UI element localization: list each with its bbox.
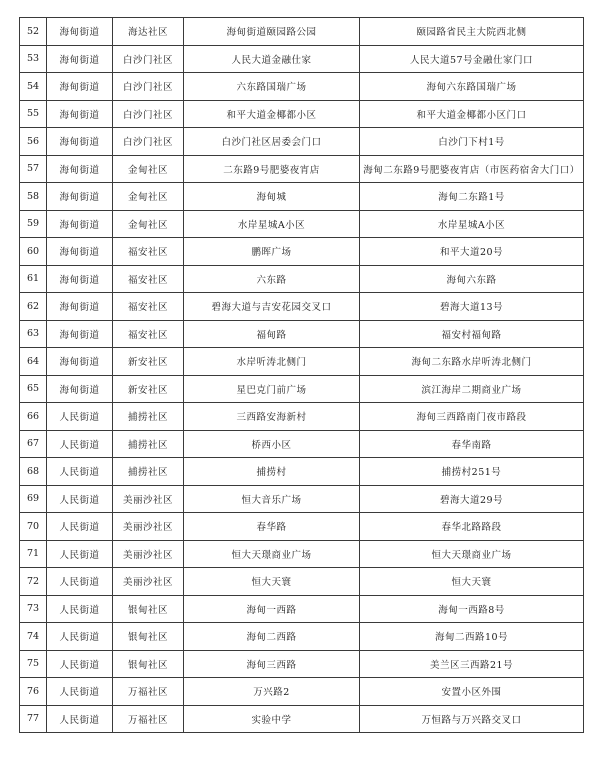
table-row (20, 678, 584, 706)
address-cell: 白沙门下村1号 (360, 128, 584, 156)
location-cell: 春华路 (184, 513, 360, 541)
street-cell: 海甸街道 (47, 348, 113, 376)
row-number-cell: 52 (20, 18, 47, 46)
table-row (20, 128, 584, 156)
address-cell: 安置小区外围 (360, 678, 584, 706)
row-number-cell: 75 (20, 650, 47, 678)
street-cell: 人民街道 (47, 513, 113, 541)
location-cell: 海甸城 (184, 183, 360, 211)
street-cell: 人民街道 (47, 595, 113, 623)
community-cell: 捕捞社区 (113, 430, 184, 458)
address-cell: 水岸星城A小区 (360, 210, 584, 238)
location-cell: 三西路安海新村 (184, 403, 360, 431)
community-cell: 捕捞社区 (113, 458, 184, 486)
address-cell: 海甸二东路1号 (360, 183, 584, 211)
location-cell: 海甸街道颐园路公园 (184, 18, 360, 46)
address-cell: 滨江海岸二期商业广场 (360, 375, 584, 403)
table-row (20, 210, 584, 238)
row-number-cell: 58 (20, 183, 47, 211)
community-cell: 捕捞社区 (113, 403, 184, 431)
location-cell: 海甸二西路 (184, 623, 360, 651)
community-cell: 福安社区 (113, 320, 184, 348)
address-cell: 海甸二东路水岸听涛北侧门 (360, 348, 584, 376)
address-cell: 海甸六东路 (360, 265, 584, 293)
table-row (20, 265, 584, 293)
location-cell: 水岸听涛北侧门 (184, 348, 360, 376)
address-cell: 海甸二西路10号 (360, 623, 584, 651)
street-cell: 人民街道 (47, 568, 113, 596)
row-number-cell: 74 (20, 623, 47, 651)
address-cell: 春华北路路段 (360, 513, 584, 541)
street-cell: 人民街道 (47, 458, 113, 486)
community-cell: 万福社区 (113, 705, 184, 733)
address-cell: 海甸二东路9号肥婆夜宵店（市医药宿舍大门口） (360, 155, 584, 183)
table-row (20, 650, 584, 678)
address-cell: 福安村福甸路 (360, 320, 584, 348)
street-cell: 海甸街道 (47, 238, 113, 266)
row-number-cell: 73 (20, 595, 47, 623)
row-number-cell: 61 (20, 265, 47, 293)
community-cell: 万福社区 (113, 678, 184, 706)
location-cell: 福甸路 (184, 320, 360, 348)
community-cell: 福安社区 (113, 293, 184, 321)
street-cell: 海甸街道 (47, 45, 113, 73)
community-cell: 白沙门社区 (113, 128, 184, 156)
community-cell: 银甸社区 (113, 595, 184, 623)
address-cell: 美兰区三西路21号 (360, 650, 584, 678)
community-cell: 美丽沙社区 (113, 540, 184, 568)
location-cell: 万兴路2 (184, 678, 360, 706)
street-cell: 海甸街道 (47, 293, 113, 321)
street-cell: 人民街道 (47, 540, 113, 568)
location-cell: 桥西小区 (184, 430, 360, 458)
street-cell: 海甸街道 (47, 320, 113, 348)
street-cell: 海甸街道 (47, 210, 113, 238)
table-row (20, 403, 584, 431)
street-cell: 人民街道 (47, 430, 113, 458)
location-cell: 水岸星城A小区 (184, 210, 360, 238)
community-cell: 海达社区 (113, 18, 184, 46)
community-cell: 美丽沙社区 (113, 485, 184, 513)
address-cell: 恒大天寰 (360, 568, 584, 596)
community-cell: 金甸社区 (113, 183, 184, 211)
street-cell: 海甸街道 (47, 375, 113, 403)
table-row (20, 623, 584, 651)
community-cell: 美丽沙社区 (113, 513, 184, 541)
community-cell: 福安社区 (113, 265, 184, 293)
location-cell: 恒大天寰 (184, 568, 360, 596)
row-number-cell: 57 (20, 155, 47, 183)
community-cell: 新安社区 (113, 348, 184, 376)
street-cell: 海甸街道 (47, 183, 113, 211)
row-number-cell: 66 (20, 403, 47, 431)
location-cell: 人民大道金融仕家 (184, 45, 360, 73)
address-cell: 恒大天璟商业广场 (360, 540, 584, 568)
row-number-cell: 55 (20, 100, 47, 128)
document-page (19, 17, 583, 733)
street-cell: 海甸街道 (47, 155, 113, 183)
row-number-cell: 71 (20, 540, 47, 568)
street-cell: 人民街道 (47, 650, 113, 678)
table-row (20, 100, 584, 128)
row-number-cell: 77 (20, 705, 47, 733)
location-table (19, 17, 584, 733)
community-cell: 金甸社区 (113, 155, 184, 183)
row-number-cell: 64 (20, 348, 47, 376)
row-number-cell: 54 (20, 73, 47, 101)
row-number-cell: 56 (20, 128, 47, 156)
location-cell: 恒大音乐广场 (184, 485, 360, 513)
address-cell: 万恒路与万兴路交叉口 (360, 705, 584, 733)
table-row (20, 183, 584, 211)
table-body (20, 18, 584, 733)
location-cell: 鹏晖广场 (184, 238, 360, 266)
location-cell: 恒大天璟商业广场 (184, 540, 360, 568)
row-number-cell: 72 (20, 568, 47, 596)
table-row (20, 375, 584, 403)
table-row (20, 485, 584, 513)
community-cell: 银甸社区 (113, 623, 184, 651)
community-cell: 金甸社区 (113, 210, 184, 238)
street-cell: 人民街道 (47, 403, 113, 431)
address-cell: 海甸六东路国瑞广场 (360, 73, 584, 101)
table-row (20, 513, 584, 541)
address-cell: 春华南路 (360, 430, 584, 458)
location-cell: 海甸一西路 (184, 595, 360, 623)
address-cell: 和平大道金椰都小区门口 (360, 100, 584, 128)
community-cell: 福安社区 (113, 238, 184, 266)
address-cell: 海甸三西路南门夜市路段 (360, 403, 584, 431)
row-number-cell: 70 (20, 513, 47, 541)
street-cell: 人民街道 (47, 678, 113, 706)
location-cell: 碧海大道与吉安花园交叉口 (184, 293, 360, 321)
table-row (20, 568, 584, 596)
table-row (20, 73, 584, 101)
location-cell: 六东路国瑞广场 (184, 73, 360, 101)
row-number-cell: 63 (20, 320, 47, 348)
table-row (20, 293, 584, 321)
community-cell: 银甸社区 (113, 650, 184, 678)
street-cell: 人民街道 (47, 623, 113, 651)
row-number-cell: 53 (20, 45, 47, 73)
location-cell: 实验中学 (184, 705, 360, 733)
address-cell: 人民大道57号金融仕家门口 (360, 45, 584, 73)
table-row (20, 18, 584, 46)
table-row (20, 430, 584, 458)
street-cell: 人民街道 (47, 705, 113, 733)
street-cell: 人民街道 (47, 485, 113, 513)
location-cell: 捕捞村 (184, 458, 360, 486)
table-row (20, 540, 584, 568)
table-row (20, 45, 584, 73)
community-cell: 新安社区 (113, 375, 184, 403)
location-cell: 二东路9号肥婆夜宵店 (184, 155, 360, 183)
row-number-cell: 60 (20, 238, 47, 266)
address-cell: 碧海大道29号 (360, 485, 584, 513)
address-cell: 颐园路省民主大院西北侧 (360, 18, 584, 46)
row-number-cell: 62 (20, 293, 47, 321)
table-row (20, 238, 584, 266)
street-cell: 海甸街道 (47, 128, 113, 156)
location-cell: 白沙门社区居委会门口 (184, 128, 360, 156)
street-cell: 海甸街道 (47, 100, 113, 128)
location-cell: 和平大道金椰都小区 (184, 100, 360, 128)
location-cell: 海甸三西路 (184, 650, 360, 678)
community-cell: 白沙门社区 (113, 100, 184, 128)
row-number-cell: 69 (20, 485, 47, 513)
table-row (20, 155, 584, 183)
address-cell: 碧海大道13号 (360, 293, 584, 321)
street-cell: 海甸街道 (47, 73, 113, 101)
address-cell: 捕捞村251号 (360, 458, 584, 486)
community-cell: 白沙门社区 (113, 73, 184, 101)
community-cell: 美丽沙社区 (113, 568, 184, 596)
row-number-cell: 68 (20, 458, 47, 486)
table-row (20, 348, 584, 376)
row-number-cell: 76 (20, 678, 47, 706)
location-cell: 六东路 (184, 265, 360, 293)
table-row (20, 320, 584, 348)
community-cell: 白沙门社区 (113, 45, 184, 73)
address-cell: 海甸一西路8号 (360, 595, 584, 623)
street-cell: 海甸街道 (47, 18, 113, 46)
address-cell: 和平大道20号 (360, 238, 584, 266)
table-row (20, 458, 584, 486)
street-cell: 海甸街道 (47, 265, 113, 293)
location-cell: 星巴克门前广场 (184, 375, 360, 403)
table-row (20, 705, 584, 733)
table-row (20, 595, 584, 623)
row-number-cell: 67 (20, 430, 47, 458)
row-number-cell: 65 (20, 375, 47, 403)
row-number-cell: 59 (20, 210, 47, 238)
